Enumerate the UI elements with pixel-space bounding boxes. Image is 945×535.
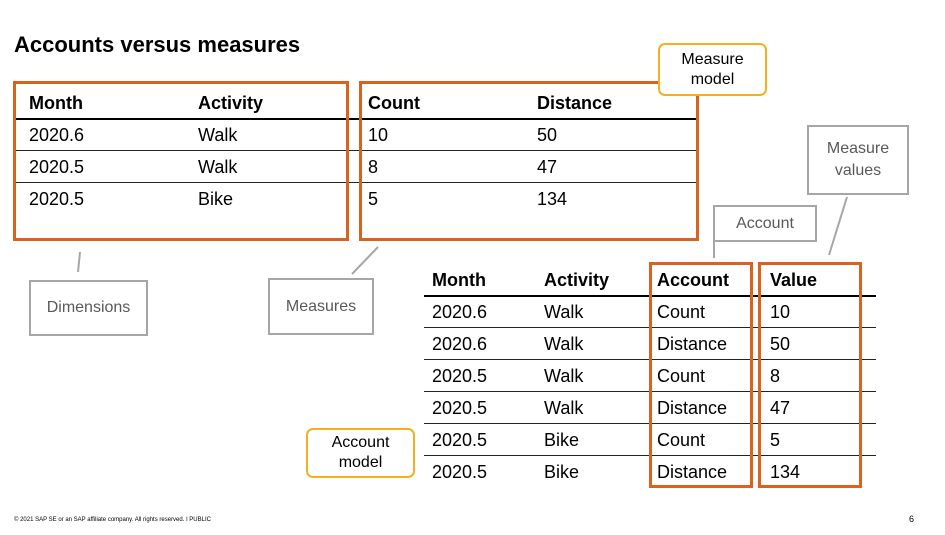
measure-values-callout xyxy=(807,125,909,195)
cell-month: 2020.6 xyxy=(29,125,85,145)
cell-activity: Bike xyxy=(198,189,234,209)
cell-distance: 50 xyxy=(537,125,558,145)
cell-value: 134 xyxy=(770,462,801,482)
cell-account: Count xyxy=(657,366,706,386)
cell-value: 5 xyxy=(770,430,781,450)
callout-text: values xyxy=(834,162,882,179)
cell-account: Count xyxy=(657,302,706,322)
header-month: Month xyxy=(432,270,486,290)
cell-month: 2020.5 xyxy=(29,189,85,209)
measure-values-connector xyxy=(829,197,847,255)
header-activity: Activity xyxy=(198,93,264,113)
callout-text: Measure xyxy=(826,140,890,157)
cell-month: 2020.5 xyxy=(432,366,488,386)
header-count: Count xyxy=(368,93,420,113)
callout-text: model xyxy=(690,70,735,88)
page-number: 6 xyxy=(909,514,915,524)
cell-account: Count xyxy=(657,430,706,450)
value-column-highlight-box xyxy=(758,262,862,488)
callout-text: Account xyxy=(331,434,390,451)
cell-count: 5 xyxy=(368,189,379,209)
account-model-callout xyxy=(306,428,415,478)
header-month: Month xyxy=(29,93,83,113)
cell-month: 2020.5 xyxy=(432,430,488,450)
cell-month: 2020.6 xyxy=(432,302,488,322)
callout-text: model xyxy=(338,454,383,471)
cell-value: 10 xyxy=(770,302,791,322)
cell-activity: Bike xyxy=(544,462,580,482)
cell-activity: Walk xyxy=(544,334,584,354)
measures-connector xyxy=(352,247,378,274)
cell-account: Distance xyxy=(657,334,728,354)
dimensions-connector xyxy=(78,252,80,272)
cell-value: 8 xyxy=(770,366,781,386)
header-activity: Activity xyxy=(544,270,610,290)
header-value: Value xyxy=(770,270,818,290)
cell-distance: 47 xyxy=(537,157,558,177)
cell-month: 2020.6 xyxy=(432,334,488,354)
cell-distance: 134 xyxy=(537,189,568,209)
header-account: Account xyxy=(657,270,729,290)
cell-count: 10 xyxy=(368,125,389,145)
cell-activity: Walk xyxy=(544,398,584,418)
cell-activity: Walk xyxy=(544,302,584,322)
callout-text: Measure xyxy=(681,50,744,68)
cell-month: 2020.5 xyxy=(29,157,85,177)
cell-count: 8 xyxy=(368,157,379,177)
cell-month: 2020.5 xyxy=(432,462,488,482)
measures-callout: Measures xyxy=(268,278,374,335)
copyright-footer: © 2021 SAP SE or an SAP affiliate company. All rights reserved. ǀ PUBLIC xyxy=(14,517,211,523)
cell-value: 50 xyxy=(770,334,791,354)
account-column-highlight-box xyxy=(649,262,753,488)
cell-month: 2020.5 xyxy=(432,398,488,418)
cell-activity: Walk xyxy=(544,366,584,386)
header-distance: Distance xyxy=(537,93,613,113)
dimensions-callout: Dimensions xyxy=(29,280,148,336)
slide-title: Accounts versus measures xyxy=(14,32,301,57)
cell-activity: Bike xyxy=(544,430,580,450)
cell-account: Distance xyxy=(657,462,728,482)
account-callout: Account xyxy=(713,205,817,242)
cell-activity: Walk xyxy=(198,157,238,177)
cell-account: Distance xyxy=(657,398,728,418)
cell-value: 47 xyxy=(770,398,791,418)
cell-activity: Walk xyxy=(198,125,238,145)
